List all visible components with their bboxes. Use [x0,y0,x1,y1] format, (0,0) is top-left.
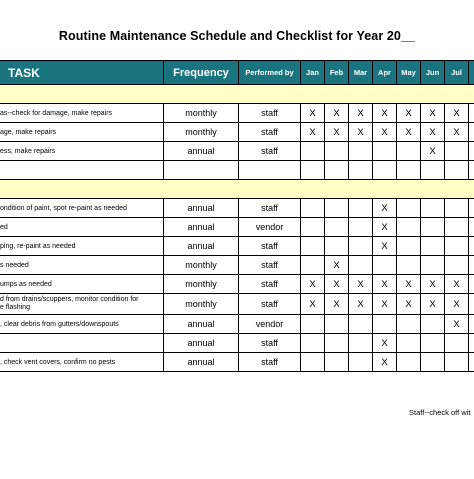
check-mark-cell[interactable] [349,199,373,218]
performed-by-cell: staff [239,104,301,123]
frequency-cell: annual [164,353,239,372]
check-mark-cell[interactable] [301,199,325,218]
check-mark-cell[interactable]: X [325,123,349,142]
frequency-cell: monthly [164,123,239,142]
row-filler [469,142,474,161]
header-month-jun: Jun [421,60,445,85]
check-mark-cell[interactable]: X [301,294,325,315]
check-mark-cell[interactable] [373,161,397,180]
check-mark-cell[interactable]: X [421,104,445,123]
check-mark-cell[interactable] [301,161,325,180]
check-mark-cell[interactable] [397,315,421,334]
task-cell: s needed [0,256,164,275]
check-mark-cell[interactable] [445,353,469,372]
header-filler [469,60,474,85]
check-mark-cell[interactable]: X [349,123,373,142]
header-task: TASK [0,60,164,85]
check-mark-cell[interactable] [301,334,325,353]
check-mark-cell[interactable] [397,142,421,161]
check-mark-cell[interactable] [397,218,421,237]
frequency-cell [164,161,239,180]
check-mark-cell[interactable] [301,315,325,334]
check-mark-cell[interactable] [325,237,349,256]
header-month-apr: Apr [373,60,397,85]
check-mark-cell[interactable]: X [373,199,397,218]
row-filler [469,294,474,315]
frequency-cell: monthly [164,104,239,123]
check-mark-cell[interactable]: X [373,294,397,315]
check-mark-cell[interactable]: X [397,275,421,294]
row-filler [469,104,474,123]
check-mark-cell[interactable] [445,142,469,161]
check-mark-cell[interactable] [421,199,445,218]
task-cell: ess, make repairs [0,142,164,161]
check-mark-cell[interactable] [301,256,325,275]
header-month-jul: Jul [445,60,469,85]
check-mark-cell[interactable]: X [445,315,469,334]
check-mark-cell[interactable] [301,353,325,372]
performed-by-cell: vendor [239,218,301,237]
frequency-cell: annual [164,218,239,237]
check-mark-cell[interactable] [397,334,421,353]
check-mark-cell[interactable]: X [421,123,445,142]
performed-by-cell: staff [239,294,301,315]
task-cell: ondition of paint, spot re-paint as needed [0,199,164,218]
frequency-cell: annual [164,334,239,353]
maintenance-table [0,60,474,372]
section-band [0,180,474,199]
row-filler [469,256,474,275]
check-mark-cell[interactable] [325,142,349,161]
check-mark-cell[interactable]: X [445,104,469,123]
frequency-cell: monthly [164,275,239,294]
header-frequency: Frequency [164,60,239,85]
check-mark-cell[interactable]: X [445,275,469,294]
performed-by-cell: staff [239,256,301,275]
task-cell: ed [0,218,164,237]
check-mark-cell[interactable] [325,161,349,180]
check-mark-cell[interactable] [421,256,445,275]
frequency-cell: monthly [164,294,239,315]
task-cell: ping, re-paint as needed [0,237,164,256]
task-text: d from drains/scuppers, monitor condition for e flashing [0,296,139,311]
row-filler [469,315,474,334]
check-mark-cell[interactable] [373,256,397,275]
check-mark-cell[interactable] [349,218,373,237]
check-mark-cell[interactable]: X [373,275,397,294]
check-mark-cell[interactable] [421,161,445,180]
performed-by-cell: staff [239,237,301,256]
row-filler [469,161,474,180]
check-mark-cell[interactable] [349,315,373,334]
task-cell [0,334,164,353]
check-mark-cell[interactable]: X [397,294,421,315]
performed-by-cell: staff [239,142,301,161]
check-mark-cell[interactable] [421,315,445,334]
row-filler [469,275,474,294]
check-mark-cell[interactable] [445,256,469,275]
check-mark-cell[interactable]: X [325,104,349,123]
performed-by-cell: staff [239,334,301,353]
performed-by-cell: staff [239,123,301,142]
check-mark-cell[interactable]: X [373,237,397,256]
check-mark-cell[interactable] [373,142,397,161]
task-cell: umps as needed [0,275,164,294]
row-filler [469,353,474,372]
check-mark-cell[interactable] [349,353,373,372]
check-mark-cell[interactable]: X [301,275,325,294]
task-cell [0,161,164,180]
row-filler [469,199,474,218]
check-mark-cell[interactable] [397,161,421,180]
check-mark-cell[interactable] [421,334,445,353]
frequency-cell: monthly [164,256,239,275]
task-cell: , clear debris from gutters/downspouts [0,315,164,334]
check-mark-cell[interactable]: X [397,104,421,123]
frequency-cell: annual [164,142,239,161]
row-filler [469,123,474,142]
footer-note: Staff--check off wit [409,408,471,417]
header-month-mar: Mar [349,60,373,85]
check-mark-cell[interactable] [373,315,397,334]
row-filler [469,334,474,353]
check-mark-cell[interactable]: X [373,104,397,123]
row-filler [469,237,474,256]
performed-by-cell: staff [239,275,301,294]
header-performed-by: Performed by [239,60,301,85]
task-cell: , check vent covers, confirm no pests [0,353,164,372]
check-mark-cell[interactable] [421,218,445,237]
check-mark-cell[interactable]: X [445,123,469,142]
section-band [0,85,474,104]
header-month-jan: Jan [301,60,325,85]
check-mark-cell[interactable]: X [397,123,421,142]
check-mark-cell[interactable]: X [325,256,349,275]
check-mark-cell[interactable] [301,237,325,256]
check-mark-cell[interactable]: X [373,353,397,372]
check-mark-cell[interactable] [349,334,373,353]
check-mark-cell[interactable]: X [349,275,373,294]
check-mark-cell[interactable]: X [373,334,397,353]
check-mark-cell[interactable] [349,161,373,180]
check-mark-cell[interactable] [301,142,325,161]
check-mark-cell[interactable] [349,142,373,161]
header-month-feb: Feb [325,60,349,85]
check-mark-cell[interactable] [325,353,349,372]
row-filler [469,218,474,237]
check-mark-cell[interactable]: X [373,123,397,142]
task-cell: as--check for damage, make repairs [0,104,164,123]
check-mark-cell[interactable] [421,237,445,256]
task-cell [0,294,164,315]
check-mark-cell[interactable] [349,237,373,256]
check-mark-cell[interactable] [445,199,469,218]
check-mark-cell[interactable] [301,218,325,237]
check-mark-cell[interactable] [421,353,445,372]
header-month-may: May [397,60,421,85]
check-mark-cell[interactable] [349,256,373,275]
check-mark-cell[interactable] [445,161,469,180]
check-mark-cell[interactable]: X [421,275,445,294]
check-mark-cell[interactable] [397,199,421,218]
check-mark-cell[interactable]: X [301,123,325,142]
check-mark-cell[interactable]: X [325,275,349,294]
performed-by-cell: vendor [239,315,301,334]
performed-by-cell [239,161,301,180]
frequency-cell: annual [164,237,239,256]
check-mark-cell[interactable]: X [421,294,445,315]
check-mark-cell[interactable] [445,237,469,256]
check-mark-cell[interactable] [445,218,469,237]
check-mark-cell[interactable] [397,256,421,275]
check-mark-cell[interactable]: X [349,104,373,123]
check-mark-cell[interactable]: X [301,104,325,123]
frequency-cell: annual [164,315,239,334]
check-mark-cell[interactable] [325,218,349,237]
frequency-cell: annual [164,199,239,218]
check-mark-cell[interactable] [397,353,421,372]
check-mark-cell[interactable] [397,237,421,256]
check-mark-cell[interactable]: X [445,294,469,315]
check-mark-cell[interactable]: X [325,294,349,315]
performed-by-cell: staff [239,199,301,218]
task-cell: age, make repairs [0,123,164,142]
check-mark-cell[interactable]: X [421,142,445,161]
check-mark-cell[interactable] [325,315,349,334]
page-title: Routine Maintenance Schedule and Checklist for Year 20__ [58,29,416,43]
check-mark-cell[interactable]: X [349,294,373,315]
check-mark-cell[interactable] [325,199,349,218]
check-mark-cell[interactable]: X [373,218,397,237]
check-mark-cell[interactable] [445,334,469,353]
check-mark-cell[interactable] [325,334,349,353]
performed-by-cell: staff [239,353,301,372]
